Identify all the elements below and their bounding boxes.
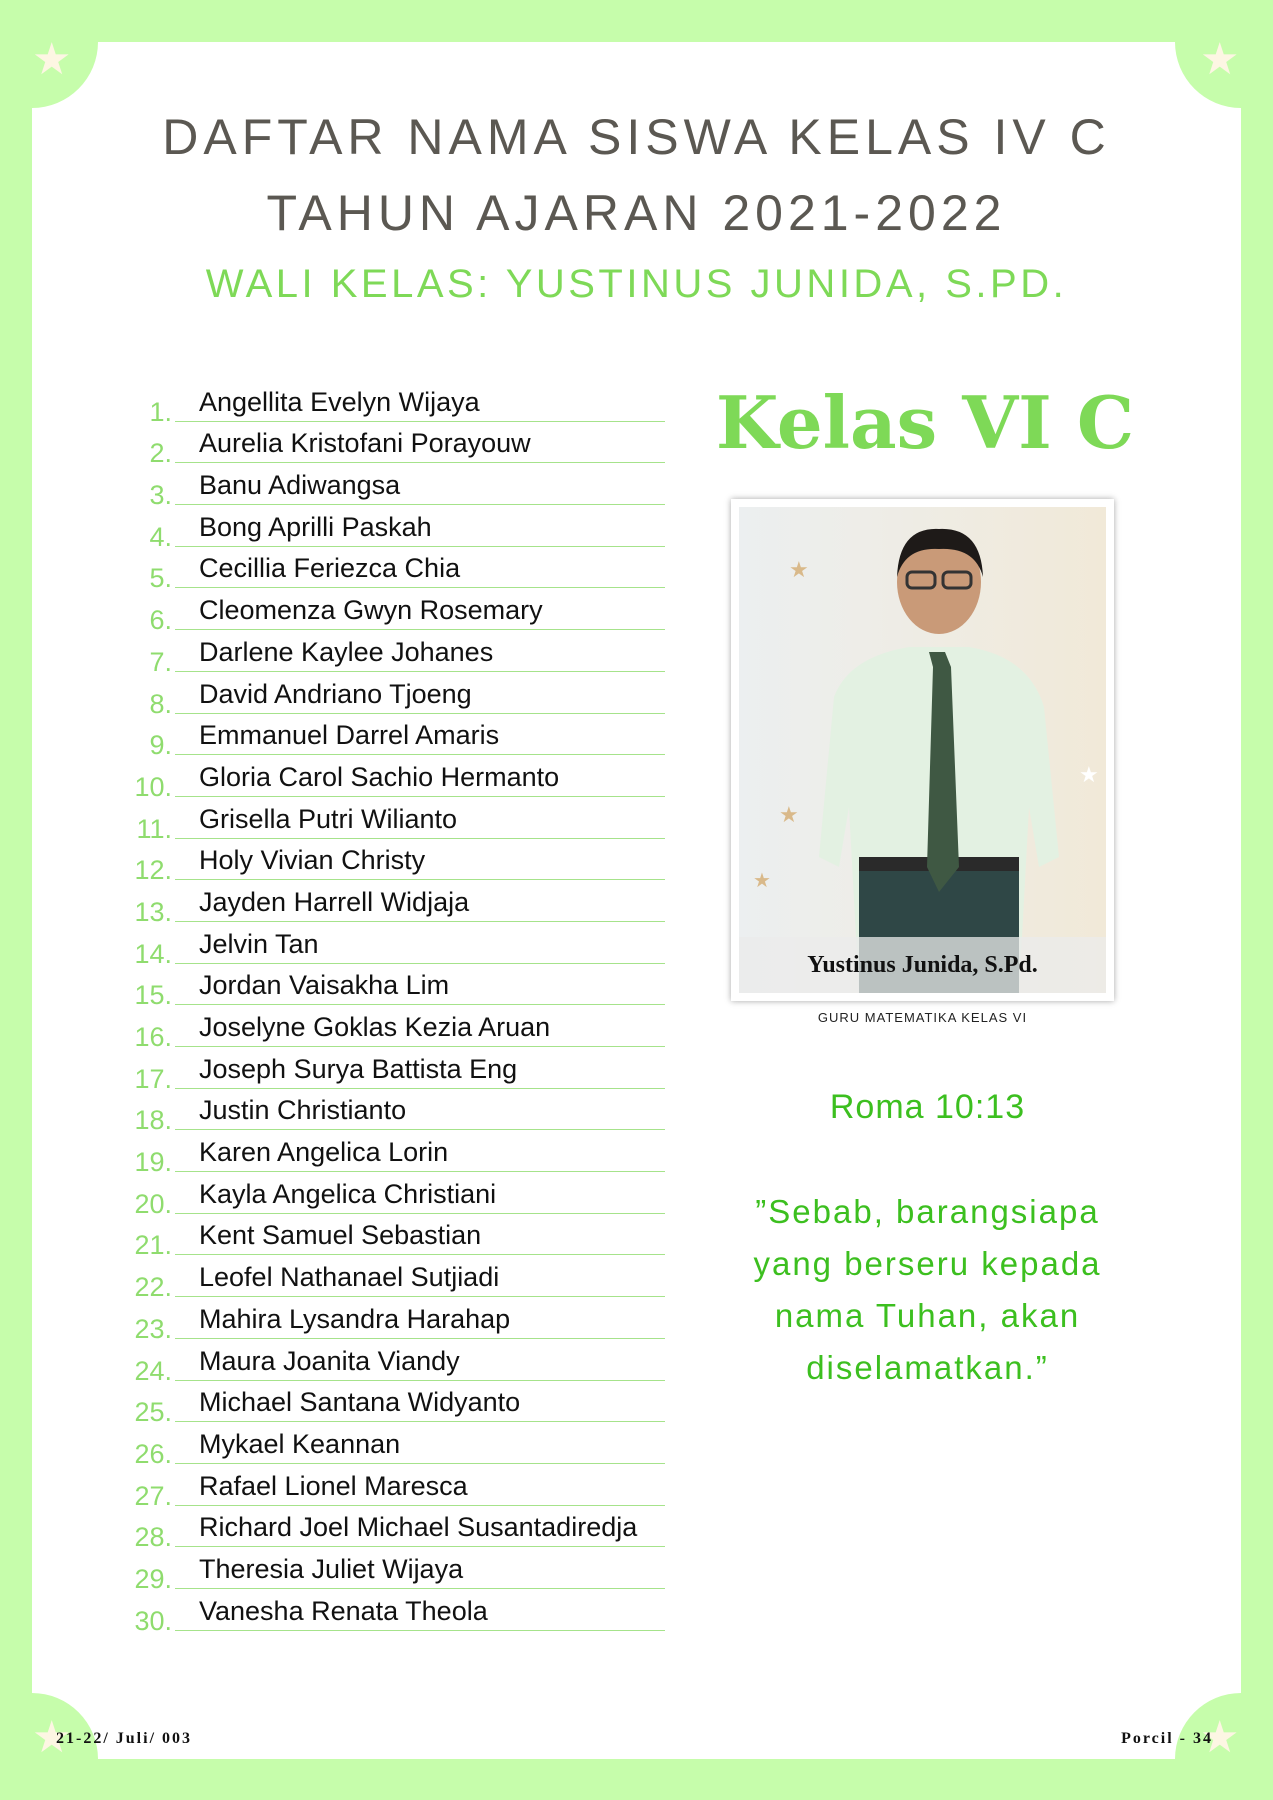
student-name: Jayden Harrell Widjaja (199, 886, 470, 917)
list-item (120, 588, 665, 636)
list-item (120, 1464, 665, 1511)
star-icon: ★ (1200, 35, 1240, 84)
svg-text:★: ★ (789, 557, 809, 582)
photo-caption: Yustinus Junida, S.Pd. (739, 937, 1106, 993)
school-year: TAHUN AJARAN 2021-2022 (266, 185, 1007, 241)
student-name: Jordan Vaisakha Lim (199, 970, 450, 1001)
list-item (120, 755, 665, 802)
footer-page-number: Porcil - 34 (1121, 1730, 1213, 1747)
list-item (120, 1589, 665, 1636)
student-list (120, 380, 665, 1636)
teacher-role: GURU MATEMATIKA KELAS VI (817, 1010, 1028, 1025)
student-number: 20. (134, 1188, 172, 1219)
list-item (120, 380, 665, 427)
student-name: Richard Joel Michael Susantadiredja (199, 1512, 638, 1543)
student-name: Kent Samuel Sebastian (199, 1220, 482, 1251)
student-number: 29. (134, 1563, 172, 1594)
list-item (120, 1089, 665, 1136)
student-name: Bong Aprilli Paskah (199, 511, 432, 542)
list-item (120, 1255, 665, 1303)
student-name: Cecillia Feriezca Chia (199, 553, 461, 584)
student-name: Joseph Surya Battista Eng (199, 1053, 518, 1084)
list-item (120, 672, 665, 719)
student-name: David Andriano Tjoeng (199, 678, 472, 709)
student-name: Jelvin Tan (199, 928, 319, 959)
list-item (120, 1214, 665, 1261)
verse-line: diselamatkan.” (806, 1349, 1049, 1386)
list-item (120, 547, 665, 594)
teacher-portrait-image (739, 507, 1106, 993)
student-name: Gloria Carol Sachio Hermanto (199, 761, 560, 792)
star-icon: ★ (1200, 1713, 1240, 1762)
student-number: 11. (136, 813, 172, 844)
student-number: 14. (134, 938, 172, 969)
student-number: 12. (134, 855, 172, 886)
list-item (120, 422, 665, 469)
student-number: 17. (134, 1063, 172, 1094)
teacher-photo (731, 499, 1114, 1001)
student-number: 27. (134, 1480, 172, 1511)
list-item (120, 922, 665, 969)
student-name: Mykael Keannan (199, 1428, 401, 1459)
list-item (120, 1422, 665, 1469)
student-number: 18. (134, 1105, 172, 1136)
student-name: Justin Christianto (199, 1095, 407, 1126)
student-name: Kayla Angelica Christiani (199, 1178, 497, 1209)
list-item (120, 463, 665, 511)
list-item (120, 1297, 665, 1344)
list-item (120, 1047, 665, 1094)
svg-text:★: ★ (1079, 762, 1099, 787)
page-title: DAFTAR NAMA SISWA KELAS IV C (162, 109, 1111, 165)
list-item (120, 630, 665, 677)
student-number: 26. (134, 1438, 172, 1469)
student-number: 28. (134, 1522, 172, 1553)
student-name: Darlene Kaylee Johanes (199, 636, 494, 667)
student-number: 15. (134, 980, 172, 1011)
list-item (120, 1339, 665, 1386)
student-number: 25. (134, 1397, 172, 1428)
student-name: Emmanuel Darrel Amaris (199, 720, 500, 751)
star-icon: ★ (32, 1713, 72, 1762)
footer-code: 21-22/ Juli/ 003 (56, 1730, 193, 1747)
student-number: 4. (149, 521, 172, 552)
student-name: Joselyne Goklas Kezia Aruan (199, 1012, 551, 1042)
student-number: 10. (134, 771, 172, 802)
student-name: Angellita Evelyn Wijaya (199, 386, 480, 417)
verse-quote (700, 1186, 1155, 1394)
verse-line: ”Sebab, barangsiapa (755, 1193, 1100, 1230)
list-item (120, 505, 665, 552)
student-name: Rafael Lionel Maresca (199, 1470, 468, 1501)
verse-line: nama Tuhan, akan (774, 1297, 1081, 1334)
student-name: Mahira Lysandra Harahap (199, 1303, 511, 1334)
list-item (120, 1506, 665, 1553)
student-name: Maura Joanita Viandy (199, 1345, 460, 1376)
student-number: 23. (134, 1313, 172, 1344)
svg-text:★: ★ (779, 802, 799, 827)
svg-text:★: ★ (753, 870, 771, 892)
student-number: 8. (149, 688, 172, 719)
student-number: 13. (134, 896, 172, 927)
class-label: Kelas VI C (715, 380, 1135, 465)
student-name: Karen Angelica Lorin (199, 1137, 449, 1168)
student-number: 3. (149, 480, 172, 511)
student-name: Leofel Nathanael Sutjiadi (199, 1262, 500, 1293)
verse-line: yang berseru kepada (753, 1245, 1102, 1282)
student-number: 24. (134, 1355, 172, 1386)
verse-reference: Roma 10:13 (829, 1088, 1026, 1126)
student-number: 9. (149, 730, 172, 761)
student-number: 16. (134, 1022, 172, 1052)
student-name: Vanesha Renata Theola (199, 1595, 488, 1626)
student-name: Banu Adiwangsa (199, 470, 401, 501)
list-item (120, 714, 665, 761)
list-item (120, 1130, 665, 1178)
student-number: 1. (149, 396, 172, 427)
star-icon: ★ (32, 35, 72, 84)
list-item (120, 880, 665, 927)
student-name: Grisella Putri Wilianto (199, 803, 458, 834)
student-name: Holy Vivian Christy (199, 845, 426, 876)
list-item (120, 839, 665, 886)
student-number: 22. (134, 1272, 172, 1303)
student-number: 6. (149, 605, 172, 636)
student-name: Cleomenza Gwyn Rosemary (199, 595, 543, 626)
student-name: Aurelia Kristofani Porayouw (199, 428, 531, 459)
student-number: 2. (149, 438, 172, 469)
list-item (120, 964, 665, 1011)
student-number: 5. (149, 563, 172, 594)
list-item (120, 1172, 665, 1219)
student-number: 7. (149, 646, 172, 677)
list-item (120, 1381, 665, 1428)
list-item (120, 797, 665, 844)
list-item (120, 1005, 665, 1052)
student-number: 19. (134, 1147, 172, 1178)
student-name: Michael Santana Widyanto (199, 1387, 521, 1418)
student-name: Theresia Juliet Wijaya (199, 1553, 464, 1584)
underline (175, 1630, 665, 1631)
student-number: 21. (134, 1230, 172, 1261)
homeroom-teacher: WALI KELAS: YUSTINUS JUNIDA, S.PD. (205, 262, 1068, 306)
list-item (120, 1547, 665, 1594)
student-number: 30. (134, 1605, 172, 1636)
